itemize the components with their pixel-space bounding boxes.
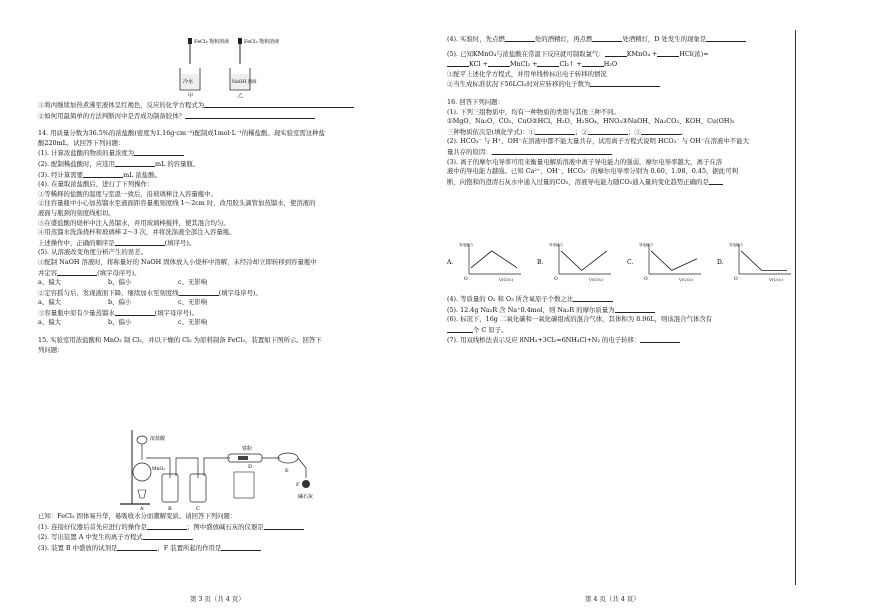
beaker1-label: 冷水 — [183, 79, 194, 85]
q14-line: (1). 计算浓盐酸的物质的量浓度为 — [38, 148, 418, 159]
trend-line — [651, 251, 697, 271]
page-border-line — [795, 30, 796, 585]
right-page — [435, 0, 870, 615]
q16-line: 液中的导电能力越强。已知 Ca²⁺、OH⁻、HCO₃⁻ 的摩尔电导率分别为 0.60、1.98、0.45，据此可判 — [447, 167, 738, 176]
y-axis-label: 导电能力 — [639, 243, 653, 247]
q15-line: (3). 装置 B 中盛放的试剂是 ，F 装置所起的作用是 — [38, 543, 418, 554]
answer-blank[interactable] — [134, 148, 184, 156]
q15-line: 已知：FeCl₃ 固体易升华，易吸收水分而潮解变质。请回答下列问题： — [38, 512, 237, 520]
trend-line — [471, 251, 517, 268]
answer-blank[interactable] — [57, 268, 97, 276]
colloid-figure — [168, 34, 288, 98]
caption2: 乙 — [238, 93, 244, 98]
left-text-top — [38, 100, 418, 355]
q15-line: 15. 实验室用浓盐酸和 MnO₂ 制 Cl₂，并以干燥的 Cl₂ 为原料制备 FeCl₃，装置如下图所示。回答下 — [38, 336, 322, 345]
iron-label: 铁粉 — [242, 446, 253, 452]
right-text-top — [447, 34, 807, 187]
answer-blank[interactable] — [447, 59, 469, 67]
q14-options: a、偏大 b、偏小 c、无影响 — [38, 318, 208, 327]
answer-blank[interactable] — [179, 288, 219, 296]
q16-line: (4). 等质量的 O₂ 和 O₃ 所含氧原子个数之比 — [447, 294, 807, 305]
answer-blank[interactable] — [537, 59, 559, 67]
answer-blank[interactable] — [221, 543, 261, 551]
q16-line: (3). 离子的摩尔电导率可用来衡量电解质溶液中离子导电能力的强弱，摩尔电导率越大，离子在溶 — [447, 157, 723, 166]
soda-lime-label: 碱石灰 — [298, 494, 314, 500]
origin-label: O — [464, 277, 468, 282]
answer-blank[interactable] — [588, 127, 628, 135]
graph-svg — [717, 240, 797, 282]
graph-option-d[interactable] — [717, 240, 797, 286]
answer-blank[interactable] — [147, 522, 187, 530]
q15-line: (4). 实验时，先点燃 处的酒精灯，再点燃 处酒精灯，D 处发生的现象是 — [447, 34, 807, 45]
q14-line: ①配制 NaOH 溶液时，将称量好的 NaOH 固体放入小烧杯中溶解，未经冷却立即转移到容量瓶中 — [38, 257, 317, 266]
q16-line: (6). 标况下，16g 二氧化碳和一氧化碳组成的混合气体，其体积为 8.96L，则该混合气体含有 — [447, 315, 713, 324]
answer-blank[interactable] — [505, 34, 535, 42]
answer-blank[interactable] — [590, 79, 660, 87]
answer-blank[interactable] — [115, 238, 165, 246]
answer-blank[interactable] — [605, 49, 627, 57]
q14-options: a、偏大 b、偏小 c、无影响 — [38, 278, 208, 287]
q14-line: (2). 配制稀盐酸时，应选用 mL 的容量瓶。 — [38, 159, 200, 168]
q15-line: (1). 连接好仪器后首先应进行的操作是 ；图中盛放碱石灰的仪器是 — [38, 522, 418, 533]
answer-blank[interactable] — [115, 308, 155, 316]
trend-line — [561, 251, 607, 271]
label-f: F — [296, 482, 300, 488]
caption1: 甲 — [188, 93, 194, 98]
q14-line: 液面与瓶颈的刻度线相切。 — [38, 208, 115, 217]
q14-line: ①等稀释的盐酸的温度与室温一致后，沿玻璃棒注入容量瓶中。 — [38, 189, 217, 198]
q15-line: ②当生成标准状况下56LCl₂时对应转移的电子数为 — [447, 79, 807, 90]
trend-line — [741, 251, 787, 271]
answer-blank[interactable] — [117, 543, 157, 551]
q15-line: ①配平上述化学方程式，并用单线桥标出电子转移的情况 — [447, 69, 607, 78]
q14-line: ④用蒸馏水洗涤烧杯和玻璃棒 2～3 次，并将洗涤液全部注入容量瓶。 — [38, 228, 236, 237]
q16-line: (7). 用双线桥法表示反应 8NH₃+3Cl₂=6NH₄Cl+N₂ 的电子转移： — [447, 335, 807, 346]
q14-line: ②往容量瓶中小心加蒸馏水至液面距容量瓶刻度线 1～2cm 时，改用胶头滴管加蒸馏水，使溶液的 — [38, 199, 316, 208]
label-d: D — [248, 464, 253, 470]
answer-blank[interactable] — [535, 127, 575, 135]
label-a: A — [140, 506, 144, 510]
q14-line: ③在盛盐酸的烧杯中注入蒸馏水，并用玻璃棒搅拌，使其混合均匀。 — [38, 218, 230, 227]
q16-line: (1). 下列三组物质中，均有一种物质的类别与其他三种不同。 — [447, 107, 620, 116]
q15-line: 列问题： — [38, 345, 64, 354]
option-label: A. — [447, 259, 454, 266]
x-axis-label: V(CO₂) — [679, 277, 693, 282]
answer-blank[interactable] — [573, 294, 613, 302]
graph-option-c[interactable] — [627, 240, 707, 286]
label-e: E — [285, 468, 289, 474]
right-text-bottom — [447, 294, 807, 346]
q14-line: (5). 从溶液改变角度分析产生的误差。 — [38, 248, 147, 257]
q14-line: ②定容摇匀后，发现液面下降，继续加水至刻度线 (填字母序号)。 — [38, 288, 262, 297]
q16-line: 量共存的原因： — [447, 147, 807, 158]
tube2-label: FeCl₃ 饱和溶液 — [244, 39, 280, 45]
answer-blank[interactable] — [115, 159, 155, 167]
tube1-label: FeCl₃ 饱和溶液 — [194, 39, 230, 45]
q14-line: 上述操作中，正确的顺序是 (填序号)。 — [38, 238, 196, 247]
q14-options: a、偏大 b、偏小 c、无影响 — [38, 298, 208, 307]
q15-line: (2). 写出装置 A 中发生的离子方程式 — [38, 532, 418, 543]
x-axis-label: V(CO₂) — [499, 277, 513, 282]
option-label: C. — [627, 259, 634, 266]
q16-line: 个 C 原子。 — [447, 325, 807, 336]
q14-line: ③容量瓶中原有少量蒸馏水 (填字母序号)。 — [38, 308, 199, 317]
left-text-bottom — [38, 512, 418, 553]
q14-line: 并定容 (填字母序号)。 — [38, 268, 141, 277]
answer-blank[interactable] — [641, 127, 681, 135]
q16-line: (2). HCO₃⁻ 与 H⁺、OH⁻在溶液中都不能大量共存，试用离子方程式说明 HCO₃⁻ 与 OH⁻在溶液中不能大 — [447, 137, 749, 146]
label-b: B — [168, 506, 172, 510]
origin-label: O — [644, 277, 648, 282]
answer-blank[interactable] — [592, 34, 622, 42]
x-axis-label: V(CO₂) — [769, 277, 783, 282]
q13-line-2: ②如何用最简单的方法判断丙中是否成功制备胶体？ — [38, 111, 418, 122]
q14-line: (3). 经计算需要 mL 浓盐酸。 — [38, 170, 161, 179]
apparatus-figure — [110, 428, 330, 510]
answer-blank[interactable] — [447, 325, 473, 333]
graph-option-b[interactable] — [537, 240, 617, 286]
answer-blank[interactable] — [640, 335, 680, 343]
page-footer: 第 3 页（共 4 页） — [190, 595, 245, 603]
answer-blank[interactable] — [615, 305, 655, 313]
option-label: B. — [537, 259, 544, 266]
y-axis-label: 导电能力 — [459, 243, 473, 247]
conductivity-graphs — [447, 240, 807, 286]
answer-blank[interactable] — [83, 170, 123, 178]
answer-blank[interactable] — [492, 147, 612, 155]
origin-label: O — [554, 277, 558, 282]
graph-option-a[interactable] — [447, 240, 527, 286]
q16-line: 断，向饱和的澄清石灰水中通入过量的CO₂，溶液导电能力随CO₂通入量的变化趋势正确的是 — [447, 177, 807, 188]
q15-line: KCl + MnCl₂ + Cl₂↑ + H₂O — [447, 59, 807, 70]
answer-blank[interactable] — [709, 177, 723, 185]
answer-blank[interactable] — [488, 59, 510, 67]
graph-svg — [537, 240, 617, 282]
answer-blank[interactable] — [582, 59, 604, 67]
option-label: D. — [717, 259, 724, 266]
q14-line: (4). 在量取浓盐酸后，进行了下列操作： — [38, 180, 154, 189]
label-c: C — [196, 506, 200, 510]
answer-blank[interactable] — [143, 532, 193, 540]
y-axis-label: 导电能力 — [549, 243, 563, 247]
conc-hcl-label: 浓盐酸 — [150, 436, 166, 442]
x-axis-label: V(CO₂) — [589, 277, 603, 282]
q16-line: (5). 12.4g Na₂R 含 Na⁺0.4mol，则 Na₂R 的摩尔质量为 — [447, 305, 807, 316]
q13-line-1: ①将丙继续加热煮沸至液体呈红褐色，反应的化学方程式为 — [38, 100, 418, 111]
q16-line: 三种物质依次是(填化学式)：① ；② ；③ 。 — [447, 127, 688, 136]
y-axis-label: 导电能力 — [729, 243, 743, 247]
answer-blank[interactable] — [204, 100, 354, 108]
q14-line: 酸220mL，试回答下列问题： — [38, 138, 125, 147]
answer-blank[interactable] — [185, 111, 315, 119]
q16-line: 16. 回答下列问题： — [447, 97, 504, 106]
q15-line: (5). 已知KMnO₄与浓盐酸在常温下反应就可制取氯气： KMnO₄ + HCl(浓)= — [447, 49, 709, 58]
page-footer: 第 4 页（共 4 页） — [585, 595, 640, 603]
q16-line: ①MgO、Na₂O、CO₂、CuO②HCl、H₂O、H₂SO₄、HNO₃③NaOH、Na₂CO₃、KOH、Cu(OH)₂ — [447, 117, 735, 126]
origin-label: O — [734, 277, 738, 282]
answer-blank[interactable] — [657, 49, 679, 57]
q14-line: 14. 用质量分数为36.5%的浓盐酸(密度为1.16g·cm⁻³)配制成1mol·L⁻¹的稀盐酸。现实验室需这种盐 — [38, 129, 325, 138]
graph-svg — [447, 240, 527, 282]
graph-svg — [627, 240, 707, 282]
answer-blank[interactable] — [706, 34, 746, 42]
beaker2-label: NaOH 溶液 — [232, 80, 257, 85]
mno2-label: MnO₂ — [152, 467, 165, 472]
answer-blank[interactable] — [264, 522, 304, 530]
